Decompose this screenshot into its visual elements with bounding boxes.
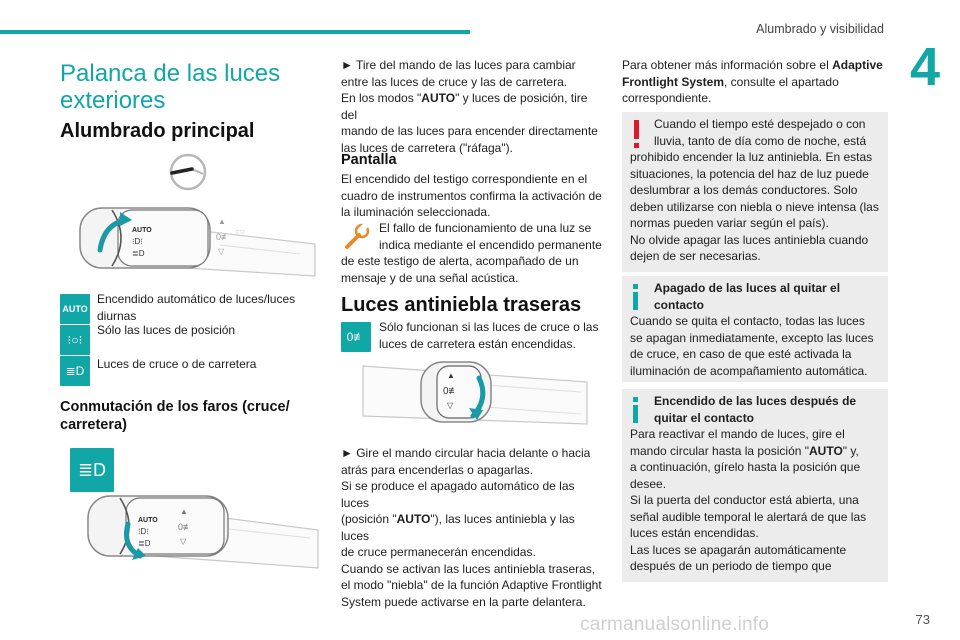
text-line: de cruce permanecerán encendidas.: [341, 545, 536, 559]
main-beam-icon: ≣D: [70, 448, 114, 492]
svg-text:⁝D⁝: ⁝D⁝: [138, 527, 149, 536]
warning-exclamation-icon: [632, 120, 642, 150]
text-line: Cuando se activan las luces antiniebla traseras,: [341, 561, 596, 576]
text-line: En los modos "AUTO" y luces de posición, tire del: [341, 91, 588, 122]
text-line: (posición "AUTO"), las luces antiniebla y las luces: [341, 512, 575, 543]
heading-line: Conmutación de los faros (cruce/: [60, 399, 290, 415]
section-heading-display: Pantalla: [341, 152, 397, 168]
text-line: dejen de ser necesarias.: [630, 249, 761, 263]
warning-callout: [622, 112, 888, 272]
text-line: deben utilizarse con niebla o nieve intensa (las: [630, 199, 879, 214]
text-line: situaciones, la potencia del haz de luz puede: [630, 166, 869, 181]
text-line: System puede activarse en la parte delantera.: [341, 594, 586, 609]
text-line: Si la puerta del conductor está abierta, una: [630, 493, 859, 507]
text-line: ► Gire el mando circular hacia delante o hacia: [341, 446, 591, 460]
chapter-number: 4: [909, 37, 941, 97]
text-line: se apagan inmediatamente, excepto las luces: [630, 330, 874, 345]
text-line: indica mediante el encendido permanente: [379, 237, 602, 252]
text-line: Para reactivar el mando de luces, gire el: [630, 427, 845, 441]
text-line: lluvia, tanto de día como de noche, está: [654, 133, 867, 148]
fog-ring-illustration: [361, 358, 591, 430]
text-line: de cruce, en caso de que esté activada la: [630, 347, 852, 361]
page-number: 73: [915, 612, 930, 627]
rear-fog-icon: 0≢: [341, 322, 371, 352]
section-heading-beam-switch: [60, 398, 290, 434]
header-accent-bar: [0, 30, 470, 34]
info-icon: [631, 397, 641, 425]
text-line: Para obtener más información sobre el Adaptive: [622, 58, 883, 72]
text-line: No olvide apagar las luces antiniebla cuando: [630, 232, 869, 247]
text-line: El encendido del testigo correspondiente en el: [341, 172, 588, 186]
svg-text:▲: ▲: [447, 371, 455, 380]
page-title-line-2: exteriores: [60, 87, 166, 114]
info-callout-lights-off: [622, 276, 888, 382]
text-line: Sólo funcionan si las luces de cruce o las: [379, 320, 599, 334]
text-line: Frontlight System, consulte el apartado: [622, 74, 839, 89]
paragraph-display: [341, 171, 603, 221]
text-line: luces están encendidas.: [630, 526, 759, 540]
text-line: mensaje y de una señal acústica.: [341, 270, 519, 285]
svg-text:0≢: 0≢: [178, 522, 193, 532]
text-line: Cuando se quita el contacto, todas las luces: [630, 314, 865, 328]
text-line: El fallo de funcionamiento de una luz se: [379, 221, 592, 235]
info-icon: [631, 284, 641, 312]
text-line: entre las luces de cruce y las de carretera.: [341, 74, 568, 89]
svg-text:▽: ▽: [447, 401, 454, 410]
legend-text: diurnas: [97, 308, 137, 323]
callout-title-line: Encendido de las luces después de: [654, 394, 857, 408]
svg-text:≣D: ≣D: [132, 249, 145, 258]
text-line: de este testigo de alerta, acompañado de un: [341, 254, 579, 268]
text-line: atrás para encenderlas o apagarlas.: [341, 462, 534, 477]
info-callout-lights-on: [622, 389, 888, 582]
svg-text:▲: ▲: [218, 217, 226, 226]
page-title-line-1: Palanca de las luces: [60, 60, 281, 87]
svg-text:0≢: 0≢: [216, 232, 231, 242]
text-line: ► Tire del mando de las luces para cambiar: [341, 58, 576, 72]
text-line: mando de las luces para encender directamente: [341, 124, 598, 138]
svg-text:○○: ○○: [235, 227, 245, 236]
svg-text:▽: ▽: [218, 247, 225, 256]
text-line: mando circular hasta la posición "AUTO" y,: [630, 443, 859, 458]
callout-title-line: Apagado de las luces al quitar el: [654, 281, 841, 295]
section-heading-main-lighting: Alumbrado principal: [60, 120, 255, 142]
stalk-auto-label: AUTO: [132, 227, 152, 234]
svg-text:▽: ▽: [180, 537, 187, 546]
svg-text:≣D: ≣D: [138, 539, 151, 548]
text-line: a continuación, gírelo hasta la posición que: [630, 460, 861, 474]
paragraph-fog-operation: [341, 445, 603, 610]
legend-item-position: Sólo las luces de posición: [97, 323, 236, 337]
auto-icon: AUTO: [60, 294, 90, 324]
text-line: las luces de carretera ("ráfaga").: [341, 140, 513, 155]
heading-line: carretera): [60, 417, 127, 433]
svg-text:⁝D⁝: ⁝D⁝: [132, 237, 143, 246]
legend-item-auto: [97, 291, 322, 324]
text-line: desee.: [630, 476, 667, 491]
text-line: correspondiente.: [622, 91, 712, 105]
watermark: carmanualsonline.info: [580, 614, 770, 635]
lighting-stalk-illustration: [60, 150, 320, 280]
text-line: después de un periodo de tiempo que: [630, 559, 832, 573]
text-line: normas pueden variar según el país).: [630, 216, 829, 230]
text-line: cuadro de instrumentos confirma la activación de: [341, 188, 602, 203]
callout-title-line: contacto: [654, 297, 705, 312]
text-line: deslumbrar a los demás conductores. Solo: [630, 183, 858, 197]
beam-switch-illustration: [60, 490, 322, 572]
legend-item-dipped: Luces de cruce o de carretera: [97, 357, 257, 371]
callout-title-line: quitar el contacto: [654, 410, 755, 425]
text-line: luces de carretera están encendidas.: [379, 336, 576, 351]
svg-text:▲: ▲: [180, 507, 188, 516]
position-lights-icon: ⁝○⁝: [60, 325, 90, 355]
dipped-beam-icon: ≣D: [60, 356, 90, 386]
paragraph-beam-switch: [341, 57, 603, 156]
text-line: señal audible temporal le alertará de que las: [630, 509, 867, 524]
stalk-pointer-icon: [172, 169, 192, 173]
paragraph-afs-reference: [622, 57, 886, 107]
text-line: el modo "niebla" de la función Adaptive Frontlight: [341, 578, 602, 592]
text-line: prohibido encender la luz antiniebla. En estas: [630, 150, 873, 164]
stalk-auto-label: AUTO: [138, 517, 158, 524]
paragraph-fog-intro: [379, 319, 604, 352]
text-line: Las luces se apagarán automáticamente: [630, 542, 847, 557]
legend-text: Encendido automático de luces/luces: [97, 292, 296, 306]
running-title: Alumbrado y visibilidad: [756, 22, 884, 36]
text-line: iluminación de acompañamiento automática.: [630, 363, 868, 378]
svg-text:0≢: 0≢: [443, 386, 459, 397]
section-heading-rear-fog: Luces antiniebla traseras: [341, 294, 582, 316]
paragraph-failure-warning: [341, 220, 603, 286]
text-line: Si se produce el apagado automático de las luces: [341, 479, 575, 510]
page-title: [60, 60, 280, 114]
text-line: Cuando el tiempo esté despejado o con: [654, 117, 866, 131]
text-line: la iluminación seleccionada.: [341, 205, 491, 219]
